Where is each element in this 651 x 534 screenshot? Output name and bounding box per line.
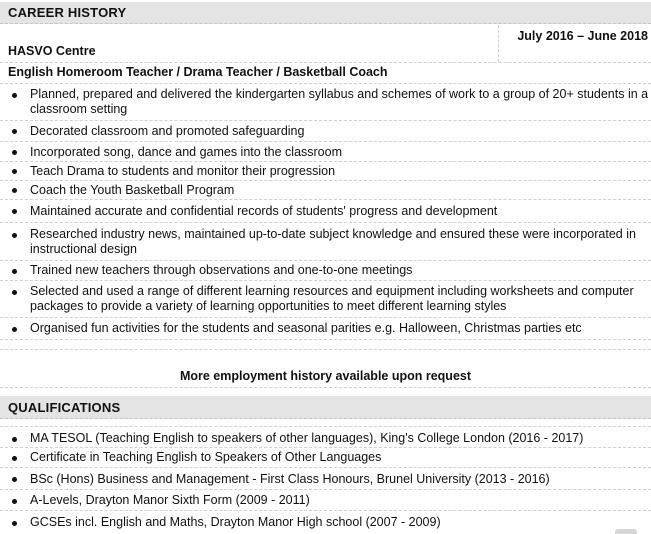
list-item — [0, 181, 651, 200]
list-item — [0, 200, 651, 223]
list-item-text: Coach the Youth Basketball Program — [30, 183, 235, 197]
bullet-icon — [12, 521, 17, 526]
list-item — [0, 261, 651, 281]
bullet-icon — [12, 456, 17, 461]
list-item — [0, 318, 651, 340]
list-item — [0, 121, 651, 142]
more-history-note: More employment history available upon request — [0, 350, 651, 388]
qualifications-header: QUALIFICATIONS — [0, 396, 651, 419]
qualification-text: BSc (Hons) Business and Management - First Class Honours, Brunel University (2013 - 2016) — [30, 472, 550, 486]
qualification-item — [0, 448, 651, 468]
list-item — [0, 84, 651, 121]
list-item-text: Teach Drama to students and monitor their progression — [30, 164, 336, 178]
qualification-text: Certificate in Teaching English to Speakers of Other Languages — [30, 450, 382, 464]
list-item-text: Selected and used a range of different learning resources and equipment including worksheets and computer packages to provide a variety of learning opportunities to meet different learning styles — [30, 284, 634, 313]
qualification-item — [0, 427, 651, 448]
qualification-item — [0, 511, 651, 534]
qualification-text: GCSEs incl. English and Maths, Drayton Manor High school (2007 - 2009) — [30, 515, 441, 529]
list-item — [0, 281, 651, 318]
bullet-icon — [12, 327, 17, 332]
qualification-text: A-Levels, Drayton Manor Sixth Form (2009 - 2011) — [30, 493, 310, 507]
qualification-item — [0, 490, 651, 511]
bullet-icon — [12, 437, 17, 442]
scrollbar-thumb[interactable] — [615, 529, 637, 534]
list-item-text: Organised fun activities for the students and seasonal parities e.g. Halloween, Christmas parties etc — [30, 321, 582, 335]
list-item — [0, 162, 651, 181]
list-item-text: Incorporated song, dance and games into the classroom — [30, 145, 342, 159]
qualification-item — [0, 468, 651, 490]
list-item — [0, 223, 651, 261]
bullet-icon — [12, 499, 17, 504]
spacer-row — [0, 340, 651, 350]
bullet-icon — [12, 93, 17, 98]
bullet-icon — [12, 233, 17, 238]
list-item-text: Decorated classroom and promoted safeguarding — [30, 124, 305, 138]
list-item-text: Maintained accurate and confidential records of students' progress and development — [30, 204, 498, 218]
job-date-range: July 2016 – June 2018 — [498, 25, 651, 62]
list-item-text: Planned, prepared and delivered the kindergarten syllabus and schemes of work to a group of 20+ students in a classroom setting — [30, 87, 649, 116]
bullet-icon — [12, 269, 17, 274]
bullet-icon — [12, 477, 17, 482]
bullet-icon — [12, 129, 17, 134]
list-item — [0, 143, 651, 162]
bullet-icon — [12, 188, 17, 193]
bullet-icon — [12, 209, 17, 214]
spacer-row — [0, 419, 651, 427]
qualification-text: MA TESOL (Teaching English to speakers of other languages), King's College London (2016 - 2017) — [30, 431, 584, 445]
list-item-text: Researched industry news, maintained up-to-date subject knowledge and ensured these were incorporated in instructional design — [30, 227, 636, 256]
job-role: English Homeroom Teacher / Drama Teacher / Basketball Coach — [0, 63, 651, 84]
bullet-icon — [12, 150, 17, 155]
job-heading-row — [0, 25, 651, 63]
company-name: HASVO Centre — [8, 44, 96, 58]
bullet-icon — [12, 169, 17, 174]
bullet-icon — [12, 290, 17, 295]
career-history-header: CAREER HISTORY — [0, 2, 651, 24]
list-item-text: Trained new teachers through observations and one-to-one meetings — [30, 263, 413, 277]
